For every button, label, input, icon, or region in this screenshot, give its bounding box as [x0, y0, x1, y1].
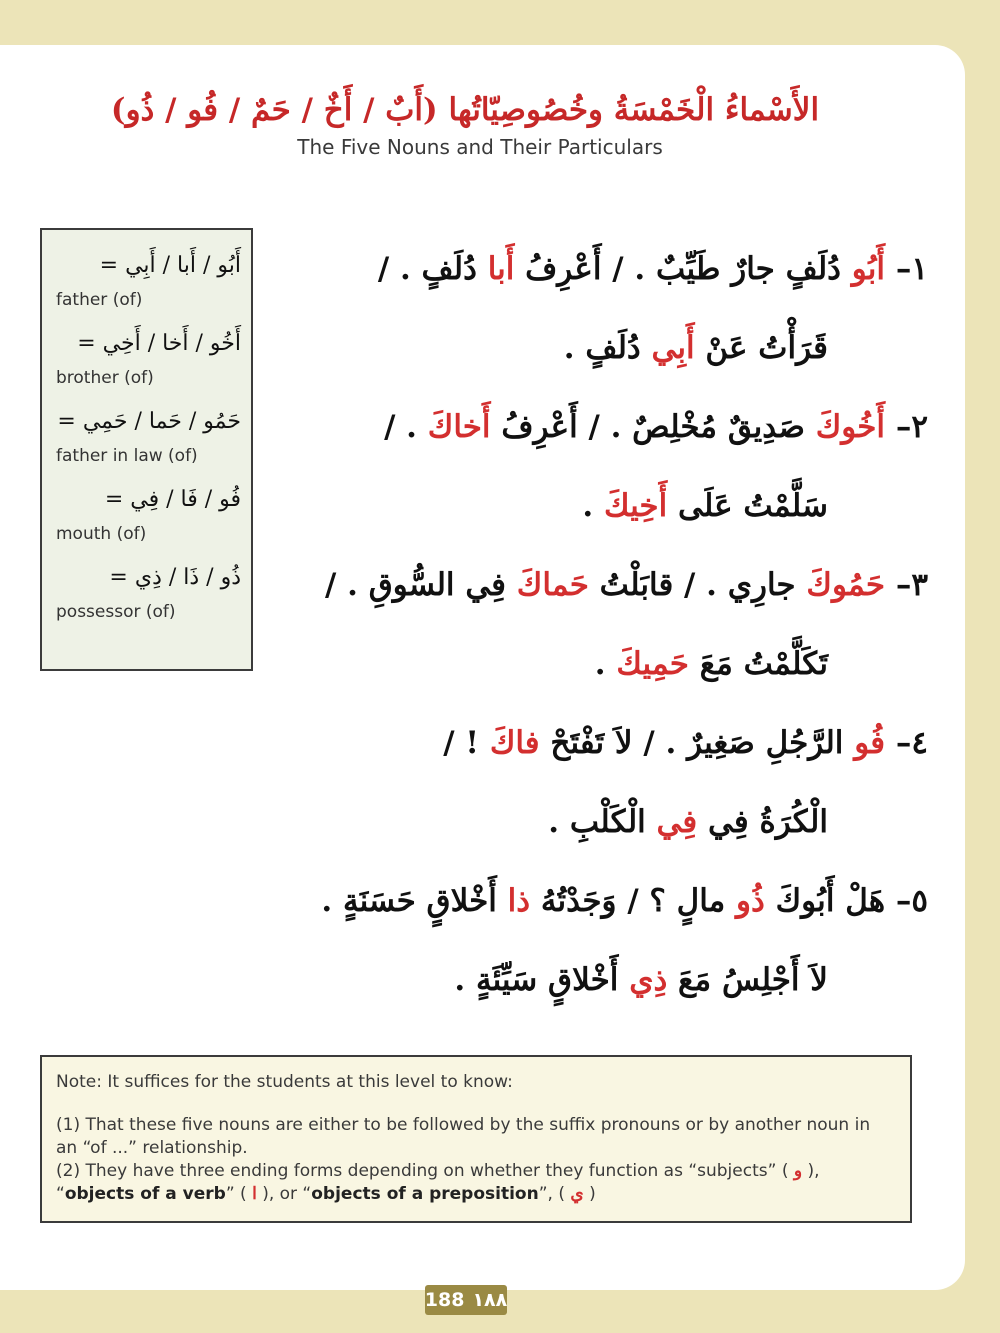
sentence-text: . — [582, 488, 604, 524]
vocab-entry — [56, 400, 241, 476]
vocab-arabic: أَخُو / أَخا / أَخِي = — [77, 331, 241, 356]
sentence-text: صَدِيقٌ مُخْلِصٌ . / أَعْرِفُ — [490, 409, 816, 445]
note-text: ” ( — [225, 1184, 247, 1204]
page-title-arabic: الأَسْماءُ الْخَمْسَةُ وخُصُوصِيّاتُها (أَبٌ / أَخٌ / حَمٌ / فُو / ذُو) — [110, 92, 820, 128]
vocab-english: father (of) — [56, 290, 143, 310]
sentence-line — [268, 309, 928, 388]
sentence-line — [268, 625, 928, 704]
sentence-text: ٣– — [885, 567, 928, 603]
ending-ya: ي — [570, 1184, 584, 1204]
highlighted-noun: أَبا — [487, 251, 515, 287]
sentence-text: الرَّجُلِ صَغِيرٌ . / لاَ تَفْتَحْ — [539, 725, 855, 761]
page-title-english: The Five Nouns and Their Particulars — [297, 135, 663, 159]
sentence-text: دُلَفٍ . — [563, 330, 652, 366]
sentence-text: سَلَّمْتُ عَلَى — [667, 488, 828, 524]
highlighted-noun: ذُو — [736, 883, 765, 919]
sentence-text: ٤– — [885, 725, 928, 761]
highlighted-noun: أَبُو — [851, 251, 886, 287]
ending-alif: ا — [252, 1184, 257, 1204]
vocab-arabic: ذُو / ذَا / ذِي = — [109, 565, 241, 590]
sentence-line — [268, 467, 928, 546]
sentence-text: . — [594, 646, 617, 682]
highlighted-noun: أَخُوكَ — [815, 409, 886, 445]
sentence-line — [268, 783, 928, 862]
highlighted-noun: فِي — [656, 804, 698, 840]
note-point-1: (1) That these five nouns are either to be followed by the suffix pronouns or by another noun in an “of ...” relationship. — [56, 1115, 871, 1158]
sentence-text: . / — [384, 409, 428, 445]
ending-waw: و — [793, 1161, 803, 1181]
sentence-text: مالٍ ؟ / وَجَدْتُهُ — [530, 883, 737, 919]
highlighted-noun: فاكَ — [489, 725, 540, 761]
vocab-entry — [56, 478, 241, 554]
page-sheet — [0, 45, 965, 1290]
vocab-arabic: فُو / فَا / فِي = — [104, 487, 241, 512]
sentence-text: الْكُرَةُ فِي — [697, 804, 828, 840]
vocab-english: mouth (of) — [56, 524, 147, 544]
highlighted-noun: ذا — [507, 883, 531, 919]
sentence-line — [268, 546, 928, 625]
vocab-arabic: أَبُو / أَبا / أَبِي = — [99, 253, 241, 278]
highlighted-noun: أَبِي — [651, 330, 695, 366]
sentence-text: ٥– هَلْ أَبُوكَ — [764, 883, 928, 919]
sentence-text: أَخْلاقٍ حَسَنَةٍ . — [321, 883, 508, 919]
example-sentences — [268, 230, 928, 1020]
note-text: “ — [56, 1184, 65, 1204]
note-bold-term: objects of a preposition — [311, 1184, 539, 1204]
highlighted-noun: أَخاكَ — [427, 409, 491, 445]
page-number-tab — [425, 1285, 507, 1315]
sentence-text: ٢– — [885, 409, 928, 445]
vocab-english: brother (of) — [56, 368, 154, 388]
vocab-entry — [56, 556, 241, 632]
sentence-line — [268, 862, 928, 941]
vocab-entry — [56, 244, 241, 320]
sentence-text: ١– — [885, 251, 928, 287]
sentence-text: جارِي . / قابَلْتُ — [588, 567, 807, 603]
note-text: (2) They have three ending forms depending on whether they function as “subjects” ( — [56, 1161, 789, 1181]
page-number-english: 188 — [424, 1289, 465, 1311]
sentence-text: دُلَفٍ . / — [377, 251, 488, 287]
sentence-line — [268, 388, 928, 467]
sentence-text: تَكَلَّمْتُ مَعَ — [688, 646, 828, 682]
sentence-text: قَرَأْتُ عَنْ — [694, 330, 828, 366]
note-bold-term: objects of a verb — [64, 1184, 226, 1204]
note-text: ), — [807, 1161, 820, 1181]
sentence-text: دُلَفٍ جارٌ طَيِّبٌ . / أَعْرِفُ — [514, 251, 852, 287]
highlighted-noun: حَمِيكَ — [616, 646, 689, 682]
sentence-line — [268, 941, 928, 1020]
note-point-2 — [56, 1160, 896, 1206]
vocab-english: father in law (of) — [56, 446, 198, 466]
sentence-text: أَخْلاقٍ سَيِّئَةٍ . — [454, 962, 630, 998]
note-heading: Note: It suffices for the students at this level to know: — [56, 1072, 513, 1092]
vocab-arabic: حَمُو / حَما / حَمِي = — [57, 409, 241, 434]
sentence-text: الْكَلْبِ . — [548, 804, 657, 840]
highlighted-noun: فُو — [854, 725, 886, 761]
vocab-entry — [56, 322, 241, 398]
highlighted-noun: ذِي — [629, 962, 668, 998]
note-text: ), or “ — [262, 1184, 312, 1204]
sentence-text: لاَ أَجْلِسُ مَعَ — [667, 962, 828, 998]
note-text: ) — [589, 1184, 596, 1204]
page-number-arabic: ١٨٨ — [472, 1289, 508, 1311]
highlighted-noun: حَماكَ — [516, 567, 589, 603]
sentence-line — [268, 704, 928, 783]
sentence-text: فِي السُّوقِ . / — [325, 567, 517, 603]
highlighted-noun: أَخِيكَ — [603, 488, 668, 524]
note-box — [40, 1055, 912, 1223]
sentence-line — [268, 230, 928, 309]
highlighted-noun: حَمُوكَ — [806, 567, 886, 603]
note-text: ”, ( — [538, 1184, 565, 1204]
sentence-text: ! / — [443, 725, 490, 761]
vocab-english: possessor (of) — [56, 602, 176, 622]
vocabulary-box — [40, 228, 253, 671]
